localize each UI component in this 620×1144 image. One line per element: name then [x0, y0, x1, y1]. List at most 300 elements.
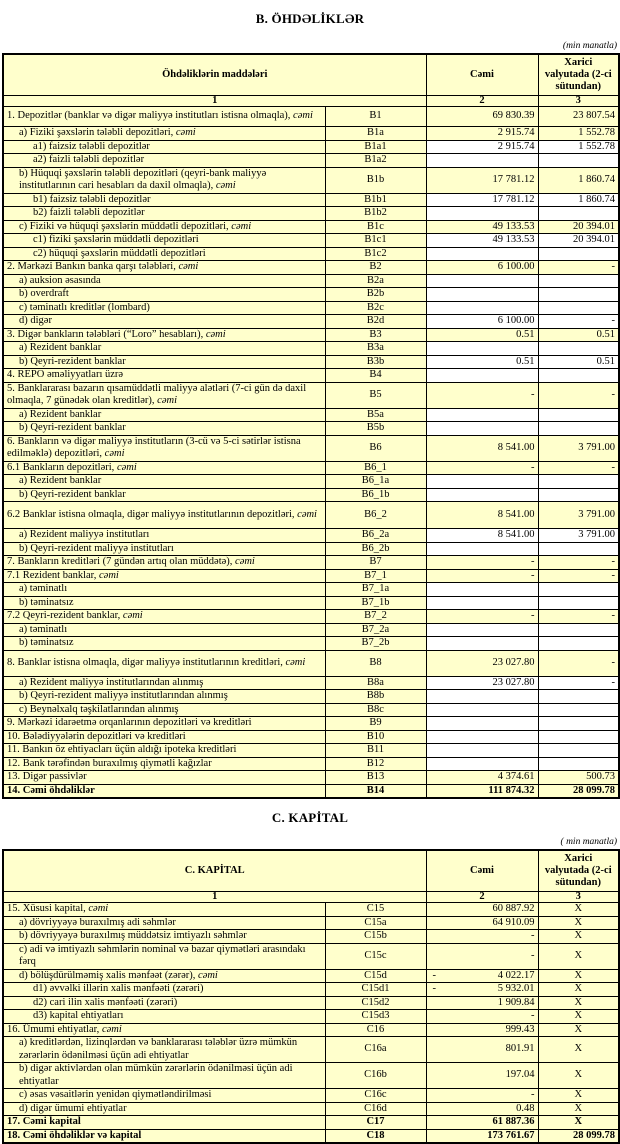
foreign-value: X [538, 916, 619, 930]
total-value [426, 744, 538, 758]
column-number: 3 [538, 96, 619, 107]
item-label: 11. Bankın öz ehtiyacları üçün aldığı ipoteka kreditləri [3, 744, 325, 758]
table-row [3, 234, 619, 248]
item-code: B1a1 [325, 140, 426, 154]
item-code: B8b [325, 690, 426, 704]
item-code: B1b1 [325, 193, 426, 207]
item-code: B1a2 [325, 154, 426, 168]
item-label: d2) cari ilin xalis mənfəəti (zərəri) [3, 996, 325, 1010]
item-label: d3) kapital ehtiyatları [3, 1010, 325, 1024]
item-code: B2c [325, 301, 426, 315]
total-value [426, 342, 538, 356]
total-value: - [426, 1089, 538, 1103]
foreign-value [538, 703, 619, 717]
total-value [426, 637, 538, 651]
item-label: b) təminatsız [3, 596, 325, 610]
foreign-value: - [538, 556, 619, 570]
table-row [3, 315, 619, 329]
total-value: 6 100.00 [426, 261, 538, 275]
foreign-value [538, 637, 619, 651]
foreign-value [538, 690, 619, 704]
item-code: B4 [325, 369, 426, 383]
total-value: 8 541.00 [426, 529, 538, 543]
total-value [426, 583, 538, 597]
item-code: B6 [325, 435, 426, 461]
foreign-value: X [538, 1023, 619, 1037]
item-code: C17 [325, 1116, 426, 1130]
total-value [426, 717, 538, 731]
header-row [3, 850, 619, 892]
item-label: a) Rezident banklar [3, 342, 325, 356]
table-row [3, 996, 619, 1010]
item-label: a) təminatlı [3, 583, 325, 597]
item-label: a) təminatlı [3, 623, 325, 637]
item-code: B8 [325, 650, 426, 676]
item-label: b) təminatsız [3, 637, 325, 651]
item-code: B8c [325, 703, 426, 717]
item-code: C15c [325, 943, 426, 969]
total-value [426, 422, 538, 436]
table-row [3, 1010, 619, 1024]
table-row [3, 771, 619, 785]
item-code: B6_1 [325, 461, 426, 475]
foreign-value: X [538, 1037, 619, 1063]
column-number-row [3, 892, 619, 903]
table-row [3, 784, 619, 798]
table-row [3, 382, 619, 408]
item-code: B7_2a [325, 623, 426, 637]
item-label: d) digər [3, 315, 325, 329]
item-label: 7. Bankların kreditləri (7 gündən artıq olan müddətə), cəmi [3, 556, 325, 570]
foreign-value: X [538, 1102, 619, 1116]
table-row [3, 757, 619, 771]
total-value: 999.43 [426, 1023, 538, 1037]
item-label: a) dövriyyəyə buraxılmış adi səhmlər [3, 916, 325, 930]
foreign-value [538, 475, 619, 489]
capital-title: C. KAPİTAL [271, 810, 349, 825]
table-row [3, 690, 619, 704]
item-label: c) əsas vəsaitlərin yenidən qiymətləndirilməsi [3, 1089, 325, 1103]
table-row [3, 703, 619, 717]
foreign-value: X [538, 903, 619, 917]
item-code: B5 [325, 382, 426, 408]
item-code: B2b [325, 288, 426, 302]
item-label: a) Rezident banklar [3, 408, 325, 422]
total-value: 0.48 [426, 1102, 538, 1116]
item-label: d) bölüşdürülməmiş xalis mənfəət (zərər), cəmi [3, 969, 325, 983]
foreign-value [538, 342, 619, 356]
total-value: - [426, 382, 538, 408]
item-label: b) Qeyri-rezident banklar [3, 488, 325, 502]
item-label: 9. Mərkəzi idarəetmə orqanlarının depozitləri və kreditləri [3, 717, 325, 731]
foreign-value [538, 596, 619, 610]
item-code: B7_1a [325, 583, 426, 597]
foreign-header: Xarici valyutada (2-ci sütundan) [538, 850, 619, 892]
item-code: C15 [325, 903, 426, 917]
item-code: B2 [325, 261, 426, 275]
table-row [3, 556, 619, 570]
column-number: 1 [3, 892, 426, 903]
table-row [3, 193, 619, 207]
item-code: B1c2 [325, 247, 426, 261]
foreign-value [538, 757, 619, 771]
total-value: 0.51 [426, 328, 538, 342]
item-label: b) overdraft [3, 288, 325, 302]
item-label: a1) faizsiz tələbli depozitlər [3, 140, 325, 154]
table-row [3, 274, 619, 288]
item-label: d) digər ümumi ehtiyatlar [3, 1102, 325, 1116]
total-header: Cəmi [426, 54, 538, 96]
total-value [426, 703, 538, 717]
foreign-value: - [538, 650, 619, 676]
total-value [426, 301, 538, 315]
table-row [3, 408, 619, 422]
foreign-value [538, 422, 619, 436]
item-code: B7_2 [325, 610, 426, 624]
item-label: b1) faizsiz tələbli depozitlər [3, 193, 325, 207]
item-code: C15d1 [325, 983, 426, 997]
item-code: B7_1 [325, 569, 426, 583]
item-code: B6_2 [325, 502, 426, 529]
foreign-value: 1 860.74 [538, 193, 619, 207]
table-row [3, 1023, 619, 1037]
item-label: b) Qeyri-rezident maliyyə institutlarından alınmış [3, 690, 325, 704]
table-row [3, 569, 619, 583]
total-value [426, 369, 538, 383]
table-row [3, 461, 619, 475]
table-row [3, 1129, 619, 1143]
total-value [426, 288, 538, 302]
table-row [3, 583, 619, 597]
foreign-value: 1 552.78 [538, 140, 619, 154]
item-code: B2d [325, 315, 426, 329]
foreign-value [538, 369, 619, 383]
total-value: 197.04 [426, 1063, 538, 1089]
item-label: 15. Xüsusi kapital, cəmi [3, 903, 325, 917]
item-code: B1a [325, 127, 426, 141]
capital-table [2, 849, 620, 1144]
table-row [3, 969, 619, 983]
table-row [3, 107, 619, 127]
total-value [426, 408, 538, 422]
foreign-value: 0.51 [538, 355, 619, 369]
table-row [3, 502, 619, 529]
foreign-value: X [538, 1116, 619, 1130]
total-value: 801.91 [426, 1037, 538, 1063]
total-value: 0.51 [426, 355, 538, 369]
item-label: 10. Bələdiyyələrin depozitləri və kreditləri [3, 730, 325, 744]
table-row [3, 596, 619, 610]
foreign-value [538, 301, 619, 315]
foreign-value: 0.51 [538, 328, 619, 342]
item-label: b) Qeyri-rezident banklar [3, 355, 325, 369]
item-label: a) Fiziki şəxslərin tələbli depozitləri, cəmi [3, 127, 325, 141]
table-row [3, 916, 619, 930]
total-value [426, 488, 538, 502]
column-number-row [3, 96, 619, 107]
foreign-value: 1 552.78 [538, 127, 619, 141]
item-label: 8. Banklar istisna olmaqla, digər maliyyə institutlarının kreditləri, cəmi [3, 650, 325, 676]
foreign-value: 500.73 [538, 771, 619, 785]
total-value: 69 830.39 [426, 107, 538, 127]
foreign-value: 3 791.00 [538, 435, 619, 461]
total-value: - [426, 943, 538, 969]
item-code: C16 [325, 1023, 426, 1037]
item-code: B6_1b [325, 488, 426, 502]
foreign-value: 3 791.00 [538, 502, 619, 529]
table-row [3, 903, 619, 917]
item-label: a) Rezident maliyyə institutları [3, 529, 325, 543]
table-row [3, 369, 619, 383]
total-value: 1 909.84 [426, 996, 538, 1010]
item-label: 1. Depozitlər (banklar və digər maliyyə institutları istisna olmaqla), cəmi [3, 107, 325, 127]
item-code: B1c1 [325, 234, 426, 248]
table-row [3, 1116, 619, 1130]
item-label: c) təminatlı kreditlər (lombard) [3, 301, 325, 315]
table-row [3, 140, 619, 154]
foreign-value: 28 099.78 [538, 784, 619, 798]
items-header: C. KAPİTAL [3, 850, 426, 892]
total-value [426, 730, 538, 744]
foreign-value: - [538, 261, 619, 275]
item-label: 13. Digər passivlər [3, 771, 325, 785]
total-value: 49 133.53 [426, 234, 538, 248]
item-code: B3b [325, 355, 426, 369]
total-value: 17 781.12 [426, 193, 538, 207]
item-label: c2) hüquqi şəxslərin müddətli depozitləri [3, 247, 325, 261]
table-row [3, 676, 619, 690]
table-row [3, 717, 619, 731]
foreign-value: X [538, 943, 619, 969]
table-row [3, 154, 619, 168]
table-row [3, 355, 619, 369]
item-label: 6.2 Banklar istisna olmaqla, digər maliyyə institutlarının depozitləri, cəmi [3, 502, 325, 529]
total-value: 8 541.00 [426, 502, 538, 529]
total-value: - [426, 556, 538, 570]
item-label: 16. Ümumi ehtiyatlar, cəmi [3, 1023, 325, 1037]
total-value [426, 757, 538, 771]
table-row [3, 167, 619, 193]
foreign-value [538, 488, 619, 502]
item-code: B13 [325, 771, 426, 785]
table-row [3, 342, 619, 356]
total-value: 49 133.53 [426, 220, 538, 234]
total-value [426, 596, 538, 610]
capital-section [0, 799, 620, 1144]
foreign-value: X [538, 930, 619, 944]
foreign-value: - [538, 315, 619, 329]
item-code: B11 [325, 744, 426, 758]
total-value: - [426, 569, 538, 583]
foreign-value: X [538, 983, 619, 997]
column-number: 2 [426, 892, 538, 903]
item-label: c) Beynəlxalq təşkilatlarından alınmış [3, 703, 325, 717]
foreign-value [538, 542, 619, 556]
table-row [3, 529, 619, 543]
table-row [3, 623, 619, 637]
foreign-value [538, 730, 619, 744]
item-label: c1) fiziki şəxslərin müddətli depozitləri [3, 234, 325, 248]
item-code: C18 [325, 1129, 426, 1143]
table-row [3, 422, 619, 436]
item-code: B7_2b [325, 637, 426, 651]
foreign-value: X [538, 996, 619, 1010]
item-code: C15d3 [325, 1010, 426, 1024]
liabilities-title: B. ÖHDƏLİKLƏR [255, 11, 365, 26]
total-value: 6 100.00 [426, 315, 538, 329]
column-number: 1 [3, 96, 426, 107]
total-value: 17 781.12 [426, 167, 538, 193]
total-value: 2 915.74 [426, 140, 538, 154]
foreign-value: X [538, 1063, 619, 1089]
table-row [3, 328, 619, 342]
item-label: a) kreditlərdən, lizinqlərdən və banklararası tələblər üzrə mümkün zərərlərin ödənilməsi üçün adi ehtiyatlar [3, 1037, 325, 1063]
item-code: B1b [325, 167, 426, 193]
item-code: B1c [325, 220, 426, 234]
foreign-value: X [538, 1089, 619, 1103]
item-code: B3a [325, 342, 426, 356]
items-header: Öhdəliklərin maddələri [3, 54, 426, 96]
total-value [426, 623, 538, 637]
table-row [3, 261, 619, 275]
item-label: a) Rezident maliyyə institutlarından alınmış [3, 676, 325, 690]
total-value: - [426, 930, 538, 944]
table-row [3, 943, 619, 969]
foreign-value: - [538, 610, 619, 624]
foreign-value: - [538, 461, 619, 475]
item-label: 14. Cəmi öhdəliklər [3, 784, 325, 798]
item-label: 17. Cəmi kapital [3, 1116, 325, 1130]
item-label: 7.1 Rezident banklar, cəmi [3, 569, 325, 583]
foreign-value [538, 207, 619, 221]
foreign-value [538, 623, 619, 637]
table-row [3, 730, 619, 744]
table-row [3, 650, 619, 676]
item-label: 3. Digər bankların tələbləri (“Loro” hesabları), cəmi [3, 328, 325, 342]
foreign-value [538, 247, 619, 261]
item-code: C16c [325, 1089, 426, 1103]
total-value [426, 207, 538, 221]
item-label: b) Qeyri-rezident banklar [3, 422, 325, 436]
item-code: B1 [325, 107, 426, 127]
item-code: C15d [325, 969, 426, 983]
table-row [3, 983, 619, 997]
item-label: b) Qeyri-rezident maliyyə institutları [3, 542, 325, 556]
table-row [3, 542, 619, 556]
total-value: - 5 932.01 [426, 983, 538, 997]
total-header: Cəmi [426, 850, 538, 892]
total-value [426, 690, 538, 704]
table-row [3, 475, 619, 489]
item-code: C15b [325, 930, 426, 944]
foreign-value: - [538, 569, 619, 583]
table-row [3, 1037, 619, 1063]
foreign-value: 20 394.01 [538, 234, 619, 248]
total-value: - [426, 461, 538, 475]
total-value: 111 874.32 [426, 784, 538, 798]
item-label: c) adi və imtiyazlı səhmlərin nominal və bazar qiymətləri arasındakı fərq [3, 943, 325, 969]
capital-unit-note: ( min manatla) [560, 837, 617, 847]
item-label: 12. Bank tərəfindən buraxılmış qiymətli kağızlar [3, 757, 325, 771]
total-value: - 4 022.17 [426, 969, 538, 983]
item-code: B2a [325, 274, 426, 288]
item-code: B14 [325, 784, 426, 798]
item-label: a) Rezident banklar [3, 475, 325, 489]
item-label: 7.2 Qeyri-rezident banklar, cəmi [3, 610, 325, 624]
item-code: B3 [325, 328, 426, 342]
table-row [3, 930, 619, 944]
table-row [3, 1102, 619, 1116]
item-label: a) auksion əsasında [3, 274, 325, 288]
item-code: B5a [325, 408, 426, 422]
item-label: 2. Mərkəzi Bankın banka qarşı tələbləri, cəmi [3, 261, 325, 275]
foreign-value: - [538, 382, 619, 408]
total-value: 61 887.36 [426, 1116, 538, 1130]
table-row [3, 247, 619, 261]
total-value [426, 274, 538, 288]
total-value [426, 154, 538, 168]
foreign-value [538, 408, 619, 422]
foreign-value [538, 154, 619, 168]
item-code: C15a [325, 916, 426, 930]
header-row [3, 54, 619, 96]
item-code: B6_1a [325, 475, 426, 489]
item-code: B8a [325, 676, 426, 690]
item-label: 18. Cəmi öhdəliklər və kapital [3, 1129, 325, 1143]
total-value: - [426, 1010, 538, 1024]
total-value [426, 475, 538, 489]
item-label: b) digər aktivlərdən olan mümkün zərərlərin ödənilməsi üçün adi ehtiyatlar [3, 1063, 325, 1089]
column-number: 2 [426, 96, 538, 107]
column-number: 3 [538, 892, 619, 903]
table-row [3, 488, 619, 502]
item-code: B6_2b [325, 542, 426, 556]
item-label: 6.1 Bankların depozitləri, cəmi [3, 461, 325, 475]
item-code: B5b [325, 422, 426, 436]
minus-sign: - [432, 983, 436, 994]
total-value [426, 542, 538, 556]
item-label: 4. REPO əməliyyatları üzrə [3, 369, 325, 383]
item-label: a2) faizli tələbli depozitlər [3, 154, 325, 168]
table-row [3, 127, 619, 141]
liabilities-unit-note: (min manatla) [562, 41, 617, 51]
total-value: 23 027.80 [426, 650, 538, 676]
total-value: 23 027.80 [426, 676, 538, 690]
table-row [3, 435, 619, 461]
total-value: 60 887.92 [426, 903, 538, 917]
item-code: B9 [325, 717, 426, 731]
item-label: d1) əvvəlki illərin xalis mənfəəti (zərəri) [3, 983, 325, 997]
table-row [3, 207, 619, 221]
item-label: 5. Banklararası bazarın qısamüddətli maliyyə alətləri (7-ci gün də daxil olmaqla, 7 günədək olan kreditlər), cəmi [3, 382, 325, 408]
foreign-value [538, 717, 619, 731]
item-code: B12 [325, 757, 426, 771]
item-code: B1b2 [325, 207, 426, 221]
item-code: B6_2a [325, 529, 426, 543]
foreign-value [538, 288, 619, 302]
foreign-value [538, 583, 619, 597]
item-code: C16a [325, 1037, 426, 1063]
foreign-value: 1 860.74 [538, 167, 619, 193]
item-label: b) dövriyyəyə buraxılmış müddətsiz imtiyazlı səhmlər [3, 930, 325, 944]
total-value: 173 761.67 [426, 1129, 538, 1143]
total-value: 64 910.09 [426, 916, 538, 930]
foreign-value: 23 807.54 [538, 107, 619, 127]
item-label: b) Hüquqi şəxslərin tələbli depozitləri (qeyri-bank maliyyə institutlarının cari hesabları da daxil olmaqla), cəmi [3, 167, 325, 193]
item-label: c) Fiziki və hüquqi şəxslərin müddətli depozitləri, cəmi [3, 220, 325, 234]
item-code: C15d2 [325, 996, 426, 1010]
table-row [3, 744, 619, 758]
